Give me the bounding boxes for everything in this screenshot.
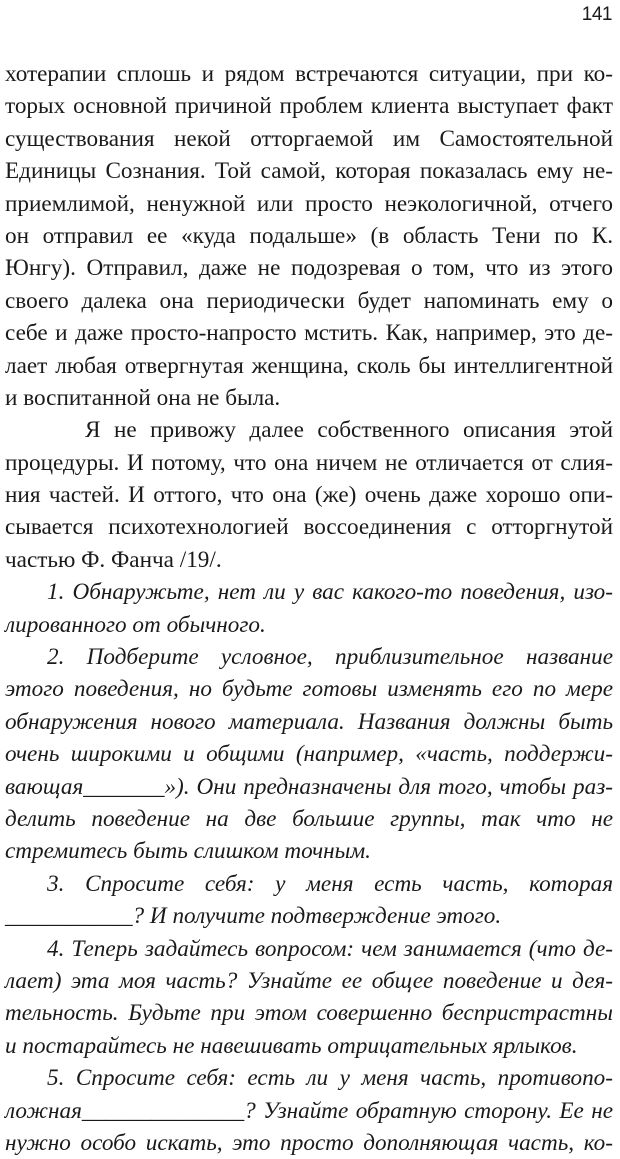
text-line: сывается психотехнологией воссоединения с отторгнутой xyxy=(5,514,613,541)
text-line: себе и даже просто-напросто мстить. Как, например, это де- xyxy=(5,320,613,347)
page-number: 141 xyxy=(581,4,612,25)
text-line: Юнгу). Отправил, даже не подозревая о том, что из этого xyxy=(5,255,613,282)
text-line: обнаружения нового материала. Названия должны быть xyxy=(5,708,613,735)
text-line: Единицы Сознания. Той самой, которая показалась ему не- xyxy=(5,158,613,185)
text-line: ложная______________? Узнайте обратную сторону. Ее не xyxy=(5,1097,613,1124)
text-line: тельность. Будьте при этом совершенно беспристрастны xyxy=(5,1000,613,1027)
text-line: нужно особо искать, это просто дополняющая часть, ко- xyxy=(5,1129,613,1156)
text-line: и воспитанной она не была. xyxy=(5,384,281,411)
text-line: частью Ф. Фанча /19/. xyxy=(5,546,222,573)
text-line: стремитесь быть слишком точным. xyxy=(5,838,371,865)
text-line: ___________? И получите подтверждение этого. xyxy=(5,903,502,930)
text-line: торых основной причиной проблем клиента выступает факт xyxy=(5,93,613,120)
text-line: ния частей. И оттого, что она (же) очень даже хорошо опи- xyxy=(5,482,613,509)
text-line: приемлимой, ненужной или просто неэкологичной, отчего xyxy=(5,190,613,217)
step-2-line: 2. Подберите условное, приблизительное название xyxy=(47,644,613,671)
text-line: очень широкими и общими (например, «часть, поддержи- xyxy=(5,741,613,768)
text-line: хотерапии сплошь и рядом встречаются ситуации, при ко- xyxy=(5,61,613,87)
page-body xyxy=(5,58,613,1159)
step-1-line: 1. Обнаружьте, нет ли у вас какого-то поведения, изо- xyxy=(47,579,613,606)
text-line: он отправил ее «куда подальше» (в область Тени по К. xyxy=(5,222,613,249)
step-4-line: 4. Теперь задайтесь вопросом: чем занимается (что де- xyxy=(47,935,613,962)
text-line: своего далека она периодически будет напоминать ему о xyxy=(5,287,613,314)
text-line: существования некой отторгаемой им Самостоятельной xyxy=(5,125,613,152)
text-line: лает) эта моя часть? Узнайте ее общее поведение и дея- xyxy=(5,967,613,994)
text-line: вающая_______»). Они предназначены для того, чтобы раз- xyxy=(5,773,613,800)
text-line: лированного от обычного. xyxy=(5,611,266,638)
text-line: этого поведения, но будьте готовы изменять его по мере xyxy=(5,676,613,703)
step-5-line: 5. Спросите себя: есть ли у меня часть, противопо- xyxy=(47,1065,613,1092)
text-line: и постарайтесь не навешивать отрицательных ярлыков. xyxy=(5,1032,578,1059)
step-3-line: 3. Спросите себя: у меня есть часть, которая xyxy=(47,870,613,897)
text-line: процедуры. И потому, что она ничем не отличается от слия- xyxy=(5,449,613,476)
paragraph-start-line: Я не привожу далее собственного описания этой xyxy=(85,417,613,444)
text-line: делить поведение на две большие группы, так что не xyxy=(5,805,613,832)
text-line: лает любая отвергнутая женщина, сколь бы интеллигентной xyxy=(5,352,613,379)
